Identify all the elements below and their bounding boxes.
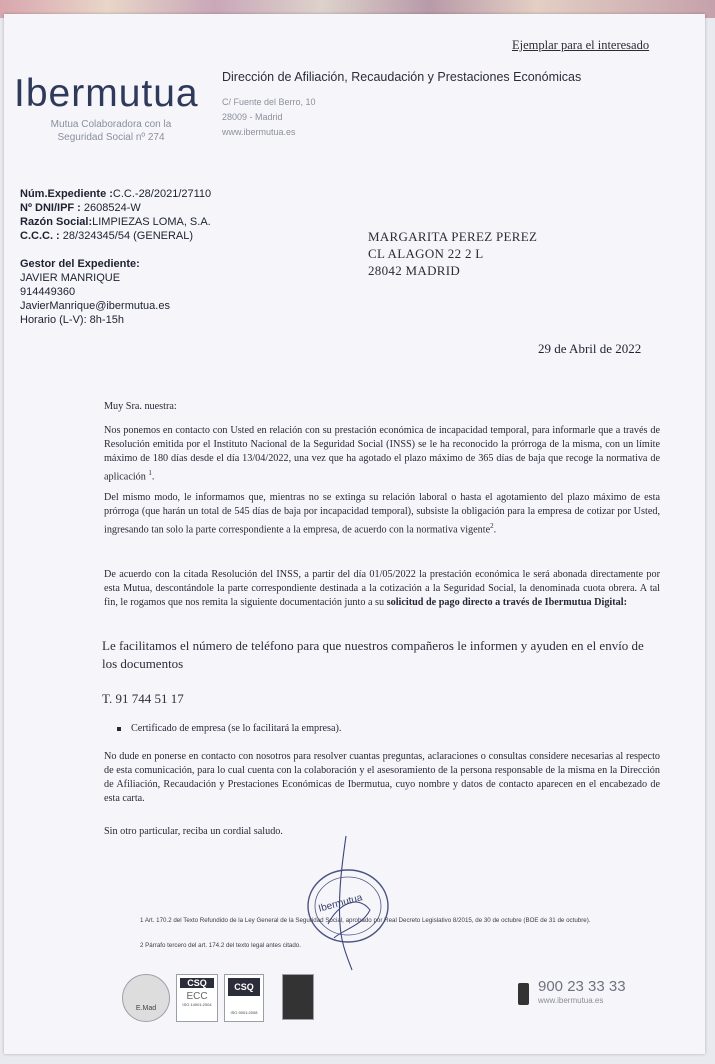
address-line-1: C/ Fuente del Berro, 10 [222,97,316,107]
footer-website: www.ibermutua.es [538,996,604,1005]
letter-date: 29 de Abril de 2022 [538,341,642,356]
added-phone: T. 91 744 51 17 [102,691,184,706]
added-paragraph: Le facilitamos el número de teléfono para que nuestros compañeros le informen y ayuden en el envío de los documentos [102,638,644,671]
recipient-name: MARGARITA PEREZ PEREZ [368,229,538,244]
paragraph-3: De acuerdo con la citada Resolución del INSS, a partir del día 01/05/2022 la prestación económica le será abonada directamente por esta Mutua, descontándole la parte correspondiente destinada a la cotización a la Seguridad Social, la denominada cuota obrera. A tal fin, le rogamos que nos remita la siguiente documentación junto a su solicitud de pago directo a través de Ibermutua Digital: [104,569,660,608]
gestor-name: JAVIER MANRIQUE [20,272,121,284]
csq-iqnet-logo: CSQ ECC ISO 14001:2004 [176,974,218,1022]
footnote-2: 2 Párrafo tercero del art. 174.2 del texto legal antes citado. [140,942,301,949]
document-bullet: Certificado de empresa (se lo facilitará la empresa). [117,723,341,734]
copy-label: Ejemplar para el interesado [512,38,650,52]
recipient-street: CL ALAGON 22 2 L [368,246,484,261]
expediente-ccc: C.C.C. : 28/324345/54 (GENERAL) [20,230,194,242]
header-website: www.ibermutua.es [222,127,296,137]
seal-text: Ibermutua [317,892,364,915]
closing: Sin otro particular, reciba un cordial saludo. [104,826,283,837]
ibermutua-logo: Ibermutua [14,72,199,115]
logo-subtitle: Mutua Colaboradora con la Seguridad Social nº 274 [50,119,172,143]
gestor-label: Gestor del Expediente: [20,258,140,270]
gestor-phone: 914449360 [20,286,76,298]
madrid-excelente-icon [282,974,314,1020]
expediente-number: Núm.Expediente :C.C.-28/2021/27110 [20,188,212,200]
footnote-1: 1 Art. 170.2 del Texto Refundido de la Ley General de la Seguridad Social, aprobado por Real Decreto Legislativo 8/2015, de 30 de octubre (BOE de 31 de octubre). [140,917,591,924]
direction-title: Dirección de Afiliación, Recaudación y Prestaciones Económicas [222,70,582,84]
address-line-2: 28009 - Madrid [222,112,283,122]
paragraph-1: Nos ponemos en contacto con Usted en relación con su prestación económica de incapacidad temporal, para informarle que a través de Resolución emitida por el Instituto Nacional de la Seguridad Social (INSS) se le ha reconocido la prórroga de la misma, con un límite máximo de 180 días desde el día 13/04/2022, una vez que ha agotado el plazo máximo de 365 días de baja que recoge la normativa de aplicación $^1$. [104,425,660,483]
paragraph-2: Del mismo modo, le informamos que, mientras no se extinga su relación laboral o hasta el agotamiento del plazo máximo de esta prórroga (que harán un total de 545 días de baja por incapacidad temporal), subsiste la obligación para la empresa de cotizar por Usted, ingresando tan solo la parte correspondiente a la empresa, de acuerdo con la normativa vigente$^2$. [104,492,660,536]
enac-seal-icon: E.Mad [122,974,170,1022]
gestor-email: JavierManrique@ibermutua.es [20,300,170,312]
paragraph-4: No dude en ponerse en contacto con nosotros para resolver cuantas preguntas, aclaraciones o consultas considere necesarias al respecto de esta comunicación, para lo cual cuenta con la colaboración y el asesoramiento de la persona responsable de la misma en la Dirección de Afiliación, Recaudación y Prestaciones Económicas de Ibermutua, cuyo nombre y datos de contacto aparecen en el encabezado de esta carta. [104,751,660,804]
csq-logo: CSQ ISO 9001:2008 [224,974,264,1022]
gestor-horario: Horario (L-V): 8h-15h [20,314,124,326]
phone-icon [518,983,529,1005]
expediente-razon-social: Razón Social:LIMPIEZAS LOMA, S.A. [20,216,211,228]
footer-phone: 900 23 33 33 [538,978,626,995]
expediente-dni: Nº DNI/IPF : 2608524-W [20,202,141,214]
salutation: Muy Sra. nuestra: [104,401,177,412]
recipient-city: 28042 MADRID [368,263,461,278]
